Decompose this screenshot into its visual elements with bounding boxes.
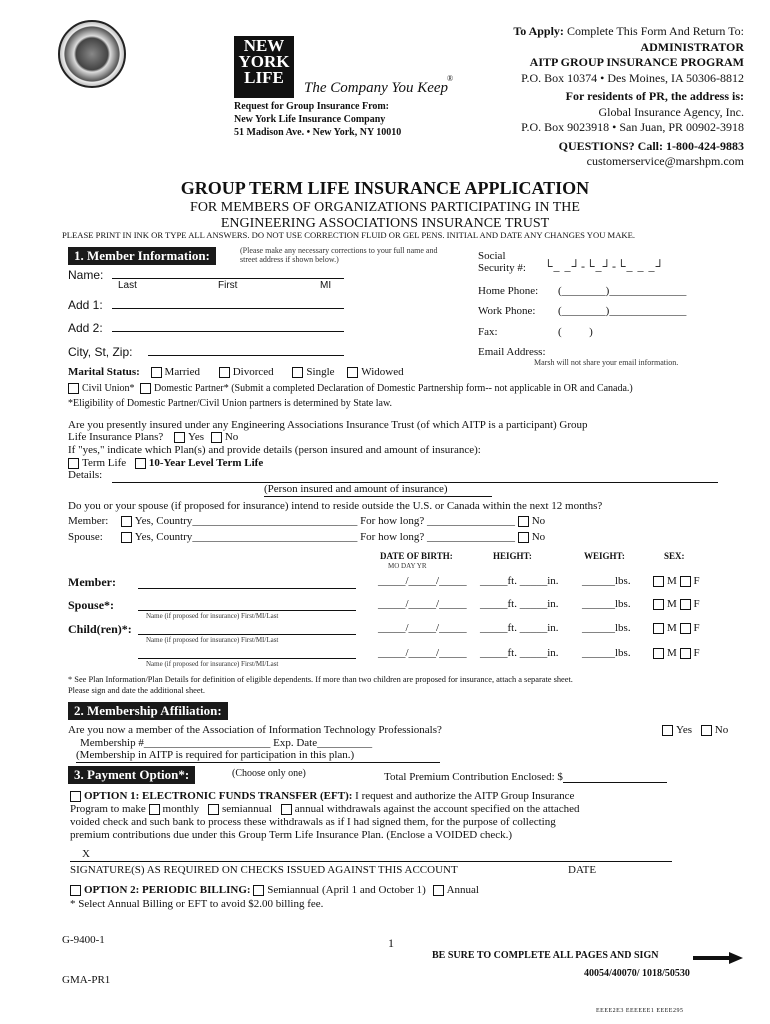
option2-line: OPTION 2: PERIODIC BILLING: Semiannual (April 1 and October 1) Annual — [70, 884, 479, 896]
form-title: GROUP TERM LIFE INSURANCE APPLICATION — [180, 178, 590, 198]
fax-input[interactable]: ( ) — [558, 326, 593, 338]
civil-union-checkbox[interactable] — [68, 383, 79, 394]
apply-line-4: P.O. Box 10374 • Des Moines, IA 50306-8812 — [521, 70, 744, 85]
seal-logo — [58, 20, 126, 88]
add1-input[interactable] — [112, 296, 344, 309]
membership-number-row: Membership #_______________________ Exp. Date__________ — [80, 737, 373, 749]
divorced-checkbox[interactable] — [219, 367, 230, 378]
eligibility-note: *Eligibility of Domestic Partner/Civil Union partners is determined by State law. — [68, 398, 393, 409]
col-weight: WEIGHT: — [584, 551, 625, 561]
spouse-name-hint: Name (if proposed for insurance) First/MI/Last — [146, 612, 279, 620]
form-subtitle-1: FOR MEMBERS OF ORGANIZATIONS PARTICIPATING IN THE — [190, 200, 580, 215]
col-dob: DATE OF BIRTH: — [380, 551, 453, 561]
section-1-note: (Please make any necessary corrections to your full name and street address if shown below.) — [240, 246, 438, 264]
option1-checkbox[interactable] — [70, 791, 81, 802]
choose-one: (Choose only one) — [232, 768, 306, 779]
if-yes-text: If "yes," indicate which Plan(s) and provide details (person insured and amount of insurance): — [68, 444, 481, 456]
billing-annual-checkbox[interactable] — [433, 885, 444, 896]
ten-year-checkbox[interactable] — [135, 458, 146, 469]
form-codes: 40054/40070/ 1018/50530 — [584, 968, 690, 979]
ssn-label-1: Social — [478, 250, 506, 262]
col-dob-sub: MO DAY YR — [388, 562, 427, 570]
domestic-partner-label: Domestic Partner* (Submit a completed Declaration of Domestic Partnership form-- not applicable in OR and Canada.) — [154, 383, 633, 394]
home-phone-input[interactable]: (________)______________ — [558, 285, 687, 297]
city-label: City, St, Zip: — [68, 345, 133, 359]
pr-line-1: For residents of PR, the address is: — [565, 89, 744, 103]
form-subtitle-2: ENGINEERING ASSOCIATIONS INSURANCE TRUST — [220, 216, 550, 231]
member-height[interactable]: _____ft. _____in. — [480, 575, 559, 587]
member-dob[interactable]: _____/_____/_____ — [378, 575, 467, 587]
ten-year-label: 10-Year Level Term Life — [148, 457, 264, 469]
plan-options — [68, 457, 263, 469]
email-line: customerservice@marshpm.com — [586, 154, 744, 168]
married-label: Married — [164, 366, 200, 378]
name-label: Name: — [68, 268, 104, 282]
pr-line-3: P.O. Box 9023918 • San Juan, PR 00902-3918 — [521, 120, 744, 134]
name-mi-caption: MI — [320, 280, 332, 291]
section-2-header: 2. Membership Affiliation: — [68, 702, 228, 720]
ssn-boxes[interactable]: └_ _┘-└_┘-└_ _ _┘ — [544, 259, 666, 273]
col-height: HEIGHT: — [493, 551, 532, 561]
name-input[interactable] — [112, 266, 344, 279]
semiannual-checkbox[interactable] — [208, 804, 219, 815]
apply-line-3: AITP GROUP INSURANCE PROGRAM — [529, 55, 744, 69]
term-life-label: Term Life — [82, 457, 127, 469]
civil-union-label: Civil Union* — [82, 383, 135, 394]
email-label: Email Address: — [478, 346, 546, 358]
option1-line4: premium contributions due under this Group Term Life Insurance Plan. (Enclose a VOIDED check.) — [70, 829, 513, 841]
details-caption-line — [264, 496, 492, 497]
child1-height[interactable]: _____ft. _____in. — [480, 622, 559, 634]
married-checkbox[interactable] — [151, 367, 162, 378]
member-name-line[interactable] — [138, 588, 356, 589]
apply-line-2: ADMINISTRATOR — [640, 39, 744, 54]
row-member-label: Member: — [68, 575, 116, 589]
insured-question-1: Are you presently insured under any Engineering Associations Insurance Trust (of which AITP is a participant) Group — [68, 419, 588, 431]
child1-name-line[interactable] — [138, 634, 356, 635]
details-caption: (Person insured and amount of insurance) — [264, 483, 448, 495]
spouse-sex-m-checkbox[interactable] — [653, 599, 664, 610]
child2-sex: M F — [653, 647, 700, 659]
spouse-name-line[interactable] — [138, 610, 356, 611]
spouse-reside-row: Spouse: Yes, Country______________________________ For how long? ________________ No — [68, 531, 546, 543]
membership-required-line — [76, 762, 440, 763]
add2-input[interactable] — [112, 319, 344, 332]
gma-code: GMA-PR1 — [62, 974, 111, 986]
page-number: 1 — [388, 936, 394, 950]
section-3-header: 3. Payment Option*: — [68, 766, 195, 784]
tagline: The Company You Keep — [304, 80, 449, 96]
marital-row — [68, 366, 404, 378]
marital-label: Marital Status: — [68, 366, 140, 378]
child2-sex-m-checkbox[interactable] — [653, 648, 664, 659]
option1-line2: Program to make monthly semiannual annual withdrawals against the account specified on the attached — [70, 803, 580, 815]
child2-sex-f-checkbox[interactable] — [680, 648, 691, 659]
civil-union-row — [68, 383, 633, 394]
member-weight[interactable]: ______lbs. — [582, 575, 631, 587]
membership-yes-checkbox[interactable] — [662, 725, 673, 736]
child1-name-hint: Name (if proposed for insurance) First/MI/Last — [146, 636, 279, 644]
work-phone-input[interactable]: (________)______________ — [558, 305, 687, 317]
child2-name-line[interactable] — [138, 658, 356, 659]
widowed-checkbox[interactable] — [347, 367, 358, 378]
membership-question: Are you now a member of the Association of Information Technology Professionals? — [68, 724, 442, 736]
signature-x: X — [82, 848, 90, 860]
divorced-label: Divorced — [232, 366, 274, 378]
child2-weight[interactable]: ______lbs. — [582, 647, 631, 659]
child2-dob[interactable]: _____/_____/_____ — [378, 647, 467, 659]
request-line-3: 51 Madison Ave. • New York, NY 10010 — [234, 127, 402, 138]
single-checkbox[interactable] — [292, 367, 303, 378]
widowed-label: Widowed — [361, 366, 404, 378]
request-line-1: Request for Group Insurance From: — [234, 101, 389, 112]
details-label: Details: — [68, 469, 103, 481]
billing-semiannual-checkbox[interactable] — [253, 885, 264, 896]
insured-question-2: Life Insurance Plans? Yes No — [68, 431, 239, 443]
instructions: PLEASE PRINT IN INK OR TYPE ALL ANSWERS. DO NOT USE CORRECTION FLUID OR GEL PENS. INITIAL AND DATE ANY CHANGES YOU MAKE. — [62, 230, 635, 240]
questions-line: QUESTIONS? Call: 1-800-424-9883 — [558, 138, 744, 153]
home-phone-label: Home Phone: — [478, 285, 539, 297]
member-reside-row: Member: Yes, Country______________________________ For how long? ________________ No — [68, 515, 546, 527]
child2-height[interactable]: _____ft. _____in. — [480, 647, 559, 659]
child1-sex: M F — [653, 622, 700, 634]
spouse-height[interactable]: _____ft. _____in. — [480, 598, 559, 610]
annual-checkbox[interactable] — [281, 804, 292, 815]
request-line-2: New York Life Insurance Company — [234, 114, 386, 125]
child2-name-hint: Name (if proposed for insurance) First/MI/Last — [146, 660, 279, 668]
member-reside-yes-checkbox[interactable] — [121, 516, 132, 527]
dependents-footnote-2: Please sign and date the additional sheet. — [68, 686, 205, 695]
work-phone-label: Work Phone: — [478, 305, 536, 317]
signature-label: SIGNATURE(S) AS REQUIRED ON CHECKS ISSUED AGAINST THIS ACCOUNT — [70, 864, 458, 876]
apply-line-1: To Apply: Complete This Form And Return To: — [513, 24, 744, 38]
insured-yes-label: Yes — [188, 431, 205, 443]
spouse-reside-yes-checkbox[interactable] — [121, 532, 132, 543]
membership-required: (Membership in AITP is required for participation in this plan.) — [76, 749, 355, 761]
insured-no-label: No — [224, 431, 239, 443]
registered-mark: ® — [447, 74, 454, 83]
member-sex: M F — [653, 575, 700, 587]
section-1-header: 1. Member Information: — [68, 247, 216, 265]
col-sex: SEX: — [664, 551, 685, 561]
row-spouse-label: Spouse*: — [68, 598, 115, 612]
membership-no-checkbox[interactable] — [701, 725, 712, 736]
details-input[interactable] — [112, 470, 718, 483]
option2-checkbox[interactable] — [70, 885, 81, 896]
fax-label: Fax: — [478, 326, 498, 338]
membership-yes-no: Yes No — [662, 724, 728, 736]
barcode-text: EEEE2E3 EEEEEE1 EEEE295 — [596, 1008, 684, 1014]
name-first-caption: First — [218, 280, 238, 291]
child1-sex-f-checkbox[interactable] — [680, 623, 691, 634]
member-sex-m-checkbox[interactable] — [653, 576, 664, 587]
row-children-label: Child(ren)*: — [68, 622, 132, 636]
ssn-label-2: Security #: — [478, 262, 526, 274]
child1-dob[interactable]: _____/_____/_____ — [378, 622, 467, 634]
term-life-checkbox[interactable] — [68, 458, 79, 469]
single-label: Single — [306, 366, 335, 378]
add1-label: Add 1: — [68, 298, 103, 312]
insured-no-checkbox[interactable] — [211, 432, 222, 443]
spouse-weight[interactable]: ______lbs. — [582, 598, 631, 610]
spouse-reside-no-checkbox[interactable] — [518, 532, 529, 543]
option1-line1: OPTION 1: ELECTRONIC FUNDS TRANSFER (EFT): I request and authorize the AITP Group Insurance — [70, 790, 574, 802]
signature-line[interactable] — [70, 861, 672, 862]
signature-date-label: DATE — [568, 864, 597, 876]
apply-block — [513, 24, 744, 170]
name-last-caption: Last — [118, 280, 137, 291]
member-reside-no-checkbox[interactable] — [518, 516, 529, 527]
add2-label: Add 2: — [68, 321, 103, 335]
pr-line-2: Global Insurance Agency, Inc. — [598, 104, 744, 119]
city-input[interactable] — [148, 343, 344, 356]
spouse-sex-f-checkbox[interactable] — [680, 599, 691, 610]
domestic-partner-checkbox[interactable] — [140, 383, 151, 394]
spouse-dob[interactable]: _____/_____/_____ — [378, 598, 467, 610]
complete-all-pages: BE SURE TO COMPLETE ALL PAGES AND SIGN — [432, 950, 659, 961]
child1-weight[interactable]: ______lbs. — [582, 622, 631, 634]
form-id: G-9400-1 — [62, 934, 105, 946]
dependents-footnote-1: * See Plan Information/Plan Details for definition of eligible dependents. If more than two children are proposed for insurance, attach a separate sheet. — [68, 675, 573, 684]
option1-line3: voided check and such bank to process these withdrawals as if I had signed them, for the purpose of collecting — [70, 816, 556, 828]
reside-question: Do you or your spouse (if proposed for insurance) intend to reside outside the U.S. or Canada within the next 12 months? — [68, 500, 603, 512]
total-premium: Total Premium Contribution Enclosed: $ — [384, 771, 667, 783]
email-note: Marsh will not share your email information. — [534, 358, 679, 367]
billing-fee-note: * Select Annual Billing or EFT to avoid $2.00 billing fee. — [70, 898, 324, 910]
member-sex-f-checkbox[interactable] — [680, 576, 691, 587]
nyl-logo: NEW YORK LIFE — [234, 36, 294, 98]
monthly-checkbox[interactable] — [149, 804, 160, 815]
insured-yes-checkbox[interactable] — [174, 432, 185, 443]
child1-sex-m-checkbox[interactable] — [653, 623, 664, 634]
spouse-sex: M F — [653, 598, 700, 610]
